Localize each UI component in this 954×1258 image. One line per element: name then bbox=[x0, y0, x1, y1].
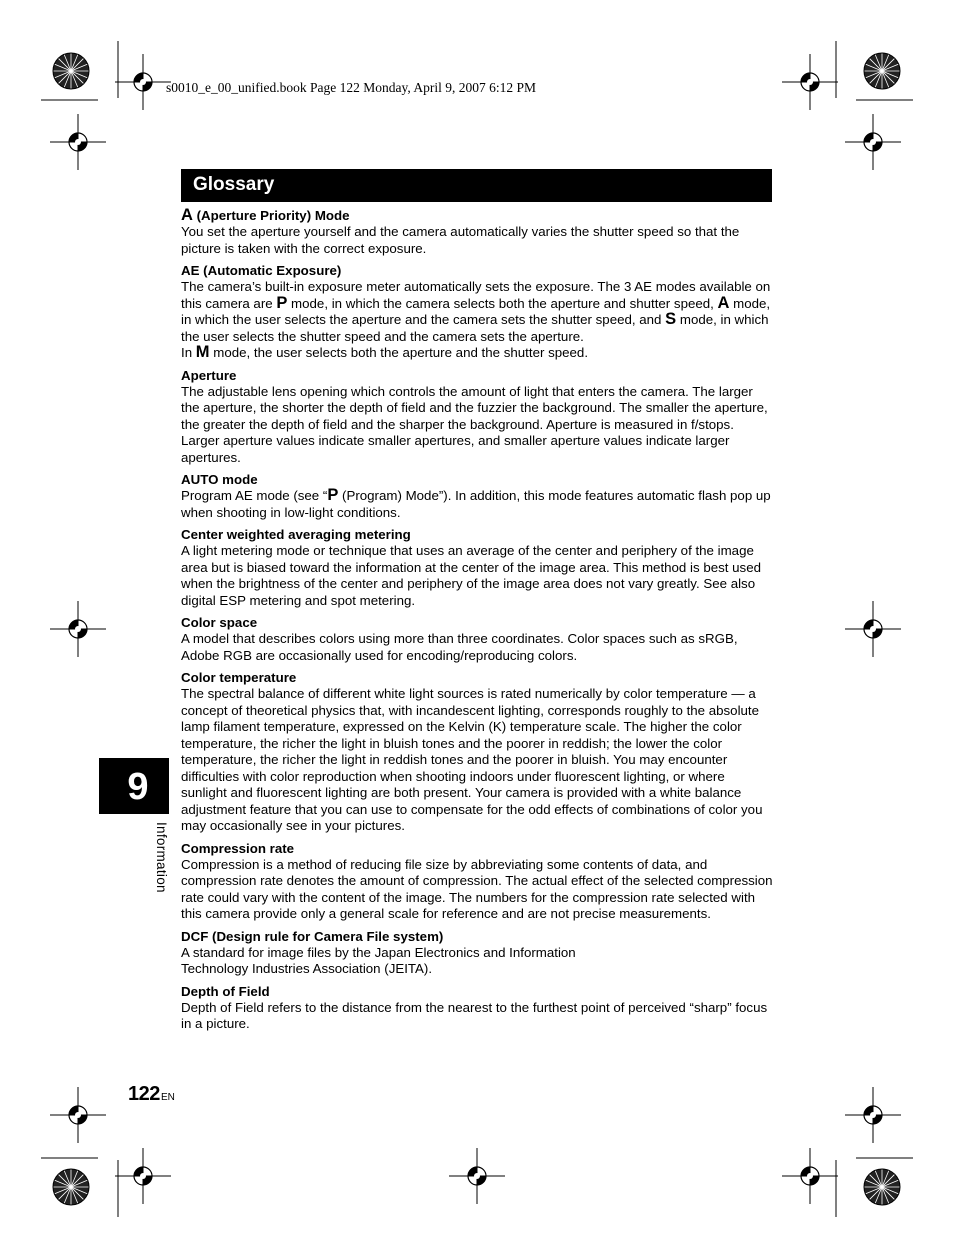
entry-term: DCF (Design rule for Camera File system) bbox=[181, 928, 444, 944]
page-title: Glossary bbox=[181, 169, 772, 202]
p-mode-icon: P bbox=[276, 293, 288, 312]
glossary-entry-color-space bbox=[181, 615, 773, 664]
entry-term: Color space bbox=[181, 615, 258, 630]
print-header: s0010_e_00_unified.book Page 122 Monday, April 9, 2007 6:12 PM bbox=[166, 80, 536, 95]
entry-term: Color temperature bbox=[181, 670, 297, 685]
entry-definition: A model that describes colors using more than three coordinates. Color spaces such as sRGB, Adobe RGB are occasionally used for encoding/reproducing colors. bbox=[181, 631, 738, 663]
entry-definition: Depth of Field refers to the distance from the nearest to the furthest point of perceived “sharp” focus in a picture. bbox=[181, 999, 768, 1031]
entry-term: AUTO mode bbox=[181, 472, 258, 487]
entry-term: Aperture bbox=[181, 367, 237, 383]
glossary-entry-compression-rate bbox=[181, 841, 773, 923]
m-mode-icon: M bbox=[195, 343, 210, 361]
entry-term: A (Aperture Priority) Mode bbox=[181, 206, 350, 224]
glossary-entry-aperture bbox=[181, 368, 773, 467]
glossary-entry-color-temperature bbox=[181, 670, 773, 835]
glossary-entry-center-weighted bbox=[181, 527, 773, 609]
p-mode-icon: P bbox=[327, 486, 339, 504]
entry-term: Compression rate bbox=[181, 840, 295, 856]
glossary-entry-ae bbox=[181, 263, 773, 362]
entry-term: Center weighted averaging metering bbox=[181, 527, 411, 542]
a-mode-icon: A bbox=[717, 293, 730, 312]
glossary-list bbox=[181, 208, 773, 1039]
entry-definition: A light metering mode or technique that uses an average of the center and periphery of the image area but is biased toward the information at the center of the image area. This method is best used when the brightness of the center and periphery of the image area does not vary greatly. See also digital ESP metering and spot metering. bbox=[181, 543, 761, 608]
chapter-tab: 9 bbox=[99, 758, 169, 814]
a-mode-icon: A bbox=[181, 206, 193, 224]
entry-definition: You set the aperture yourself and the camera automatically varies the shutter speed so that the picture is taken with the correct exposure. bbox=[181, 224, 740, 256]
glossary-entry-dcf bbox=[181, 929, 773, 978]
entry-definition: Program AE mode (see “P (Program) Mode”). In addition, this mode features automatic flash pop up when shooting in low-light conditions. bbox=[181, 486, 771, 520]
s-mode-icon: S bbox=[665, 310, 677, 328]
chapter-label: Information bbox=[154, 822, 169, 893]
entry-term: AE (Automatic Exposure) bbox=[181, 263, 342, 278]
entry-definition: A standard for image files by the Japan Electronics and Information Technology Industries Association (JEITA). bbox=[181, 944, 576, 976]
entry-definition: The camera’s built-in exposure meter automatically sets the exposure. The 3 AE modes available on this camera are P mode, in which the camera selects both the aperture and shutter speed, A mode, in which the user selects the aperture and the camera sets the shutter speed, and S mode, in which the user selects the shutter speed and the camera sets the aperture. In M mode, the user selects both the aperture and the shutter speed. bbox=[181, 279, 771, 361]
glossary-entry-aperture-priority bbox=[181, 208, 773, 257]
entry-definition: Compression is a method of reducing file size by abbreviating some contents of data, and compression rate denotes the amount of compression. The actual effect of the selected compression rate could vary with the content of the image. The numbers for the compression rate selected with this camera provide only a general scale for reference and are not precise measurements. bbox=[181, 856, 773, 921]
page-language: EN bbox=[161, 1092, 175, 1103]
glossary-entry-auto-mode bbox=[181, 472, 773, 521]
page-number: 122 bbox=[128, 1083, 160, 1105]
entry-definition: The spectral balance of different white light sources is rated numerically by color temperature — a concept of theoretical physics that, with incandescent lighting, corresponds roughly to the absolute lamp filament temperature, expressed on the Kelvin (K) temperature scale. The higher the color temperature, the richer the light in bluish tones and the poorer in reddish; the lower the color temperature, the richer the light in reddish tones and the poorer in bluish. You may encounter difficulties with color reproduction when shooting indoors under fluorescent lighting, or where sunlight and fluorescent lighting are both present. Your camera is provided with a white balance adjustment feature that you can use to compensate for the odd effects of combinations of color you may occasionally see in your pictures. bbox=[181, 686, 763, 833]
entry-term: Depth of Field bbox=[181, 983, 270, 999]
entry-definition: The adjustable lens opening which controls the amount of light that enters the camera. The larger the aperture, the shorter the depth of field and the fuzzier the background. The smaller the aperture, the greater the depth of field and the sharper the background. Aperture is measured in f/stops. Larger aperture values indicate smaller apertures, and smaller aperture values indicate larger apertures. bbox=[181, 383, 768, 465]
glossary-entry-depth-of-field bbox=[181, 984, 773, 1033]
